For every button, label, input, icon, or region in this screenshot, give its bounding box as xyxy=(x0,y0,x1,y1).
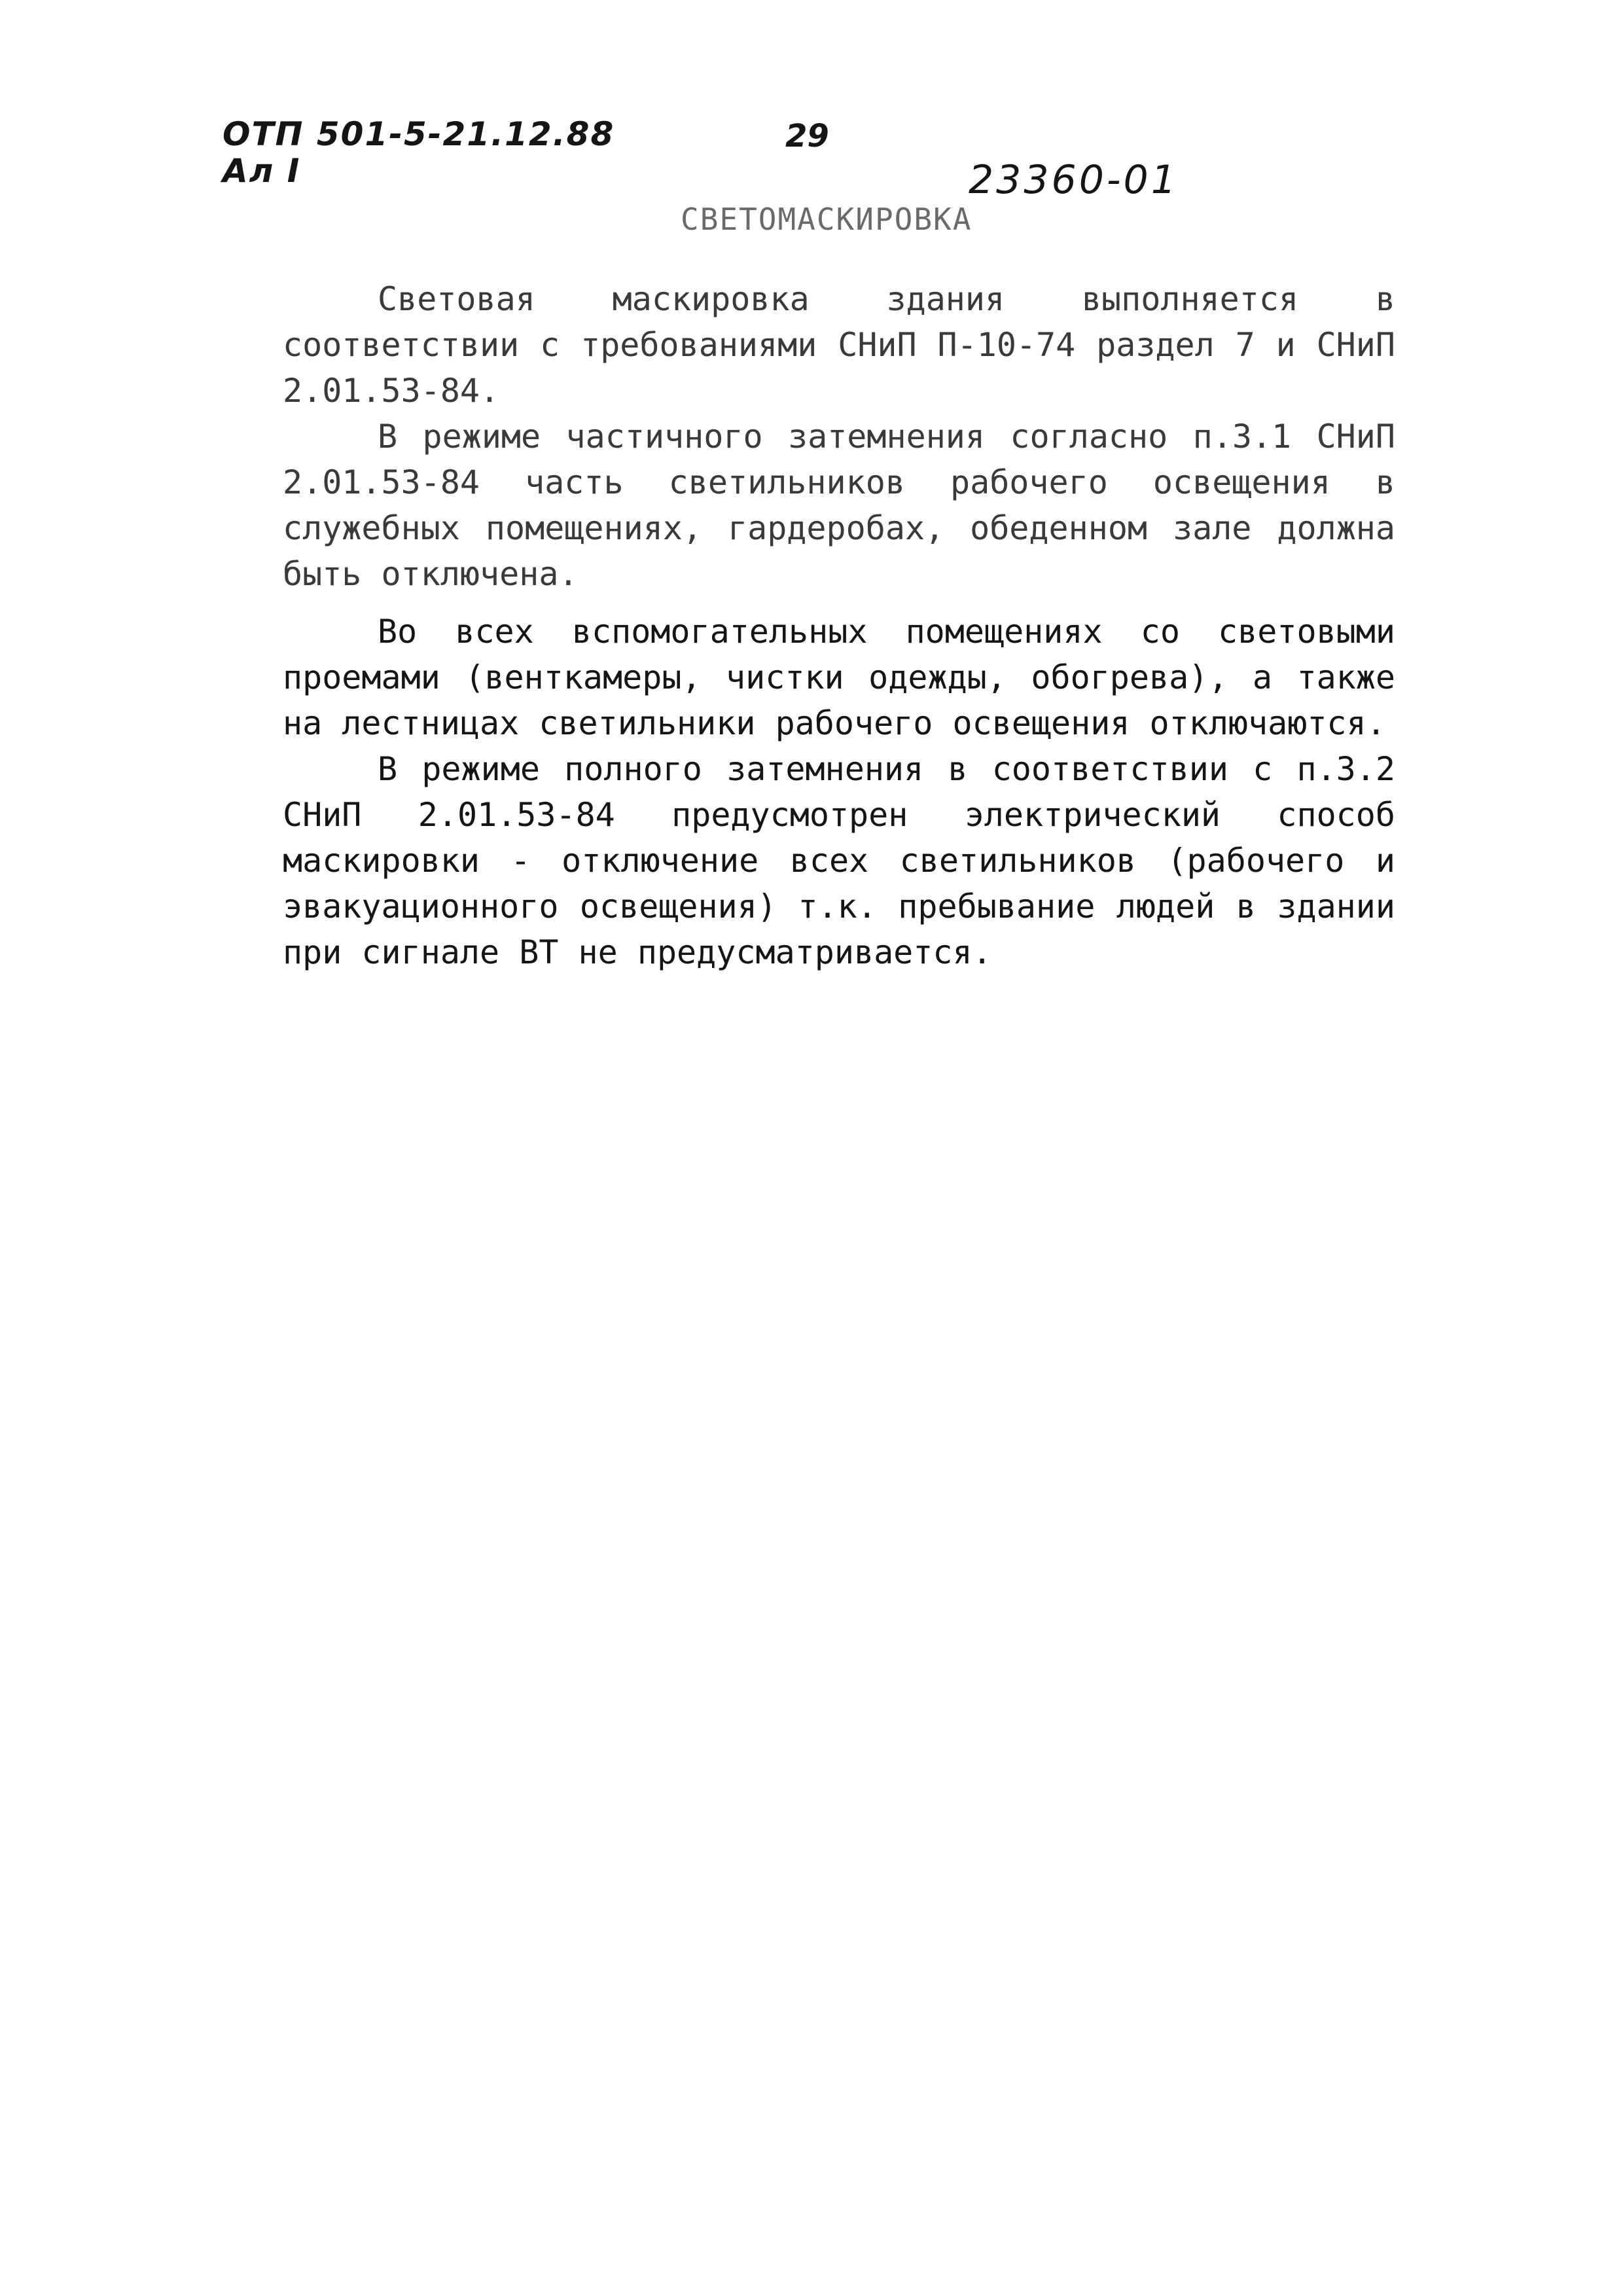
page-number: 29 xyxy=(785,118,829,154)
section-title: СВЕТОМАСКИРОВКА xyxy=(681,202,972,237)
document-body xyxy=(283,276,1395,975)
paragraph-auxiliary-rooms: Во всех вспомогательных помещениях со световыми проемами (венткамеры, чистки одежды, обогрева), а также на лестницах светильники рабочего освещения отключаются. xyxy=(283,613,1395,742)
paragraph-partial-blackout: В режиме частичного затемнения согласно п.3.1 СНиП 2.01.53-84 часть светильников рабочего освещения в служебных помещениях, гардеробах, обеденном зале должна быть отключена. xyxy=(283,418,1395,593)
album-stamp-sheet: Ал I xyxy=(223,152,301,190)
album-stamp-code: ОТП 501-5-21.12.88 xyxy=(223,115,615,153)
paragraph-full-blackout: В режиме полного затемнения в соответствии с п.3.2 СНиП 2.01.53-84 предусмотрен электрический способ маскировки - отключение всех светильников (рабочего и эвакуационного освещения) т.к. пребывание людей в здании при сигнале ВТ не предусматривается. xyxy=(283,750,1395,971)
paragraph-masking-requirements: Световая маскировка здания выполняется в соответствии с требованиями СНиП П-10-74 раздел 7 и СНиП 2.01.53-84. xyxy=(283,280,1395,410)
inventory-number: 23360-01 xyxy=(969,157,1179,203)
